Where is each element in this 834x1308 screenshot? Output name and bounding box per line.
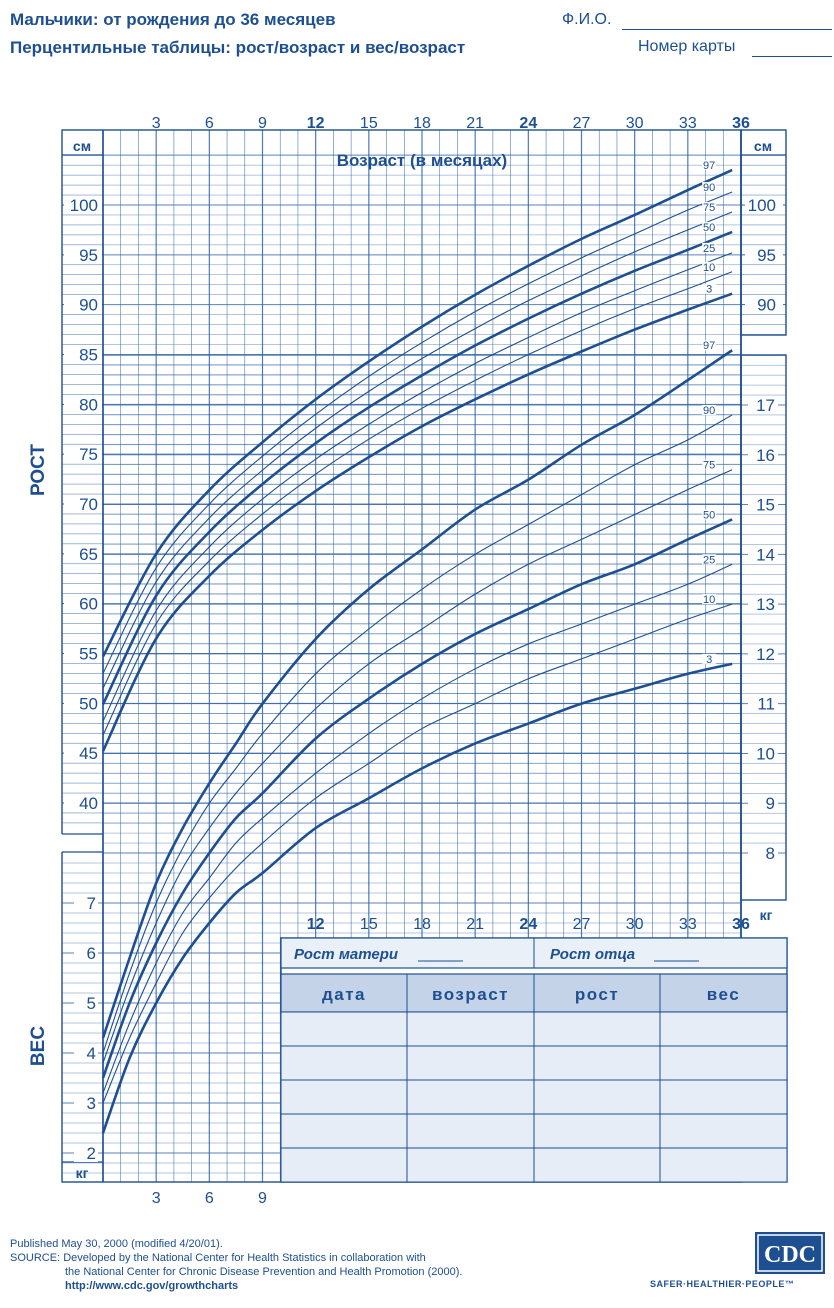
height-percentile-label: 97 <box>703 160 716 173</box>
weight-tick-left: 6 <box>86 944 96 963</box>
height-tick-left: 40 <box>79 794 98 813</box>
height-tick-left: 75 <box>79 445 98 465</box>
weight-tick-right: 10 <box>756 744 775 764</box>
x-tick-label-top: 3 <box>151 115 161 132</box>
weight-curve-p97 <box>103 350 732 1038</box>
table-header-3: вес <box>706 985 741 1004</box>
x-tick-label-mid: 24 <box>519 916 538 933</box>
height-tick-left: 100 <box>69 196 98 215</box>
height-tick-left: 85 <box>79 345 98 365</box>
table-header-1: возраст <box>432 985 509 1004</box>
x-tick-label-bottom: 6 <box>204 1190 214 1207</box>
x-tick-label-top: 27 <box>572 115 591 132</box>
weight-unit-left: кг <box>75 1165 89 1181</box>
height-tick-left: 80 <box>79 395 98 415</box>
height-unit-left: см <box>72 138 92 154</box>
weight-percentile-label: 50 <box>703 509 716 522</box>
card-number-label: Номер карты <box>638 38 736 55</box>
svg-text:CDC: CDC <box>764 1242 816 1268</box>
source-text: Developed by the National Center for Health Statistics in collaboration with <box>63 1252 426 1264</box>
source-text-2: the National Center for Chronic Disease Prevention and Health Promotion (2000). <box>65 1266 463 1278</box>
x-tick-label-top: 21 <box>466 115 485 132</box>
weight-tick-right: 12 <box>756 644 775 664</box>
table-header-0: дата <box>321 985 367 1004</box>
height-tick-left: 70 <box>79 495 98 514</box>
weight-tick-right: 17 <box>756 396 775 415</box>
height-tick-left: 95 <box>79 245 98 265</box>
x-tick-label-mid: 27 <box>572 916 591 933</box>
weight-tick-right: 16 <box>756 445 775 465</box>
published-note: Published May 30, 2000 (modified 4/20/01). <box>10 1238 223 1250</box>
x-tick-label-top: 6 <box>204 115 214 132</box>
height-percentile-label: 10 <box>703 261 716 274</box>
height-tick-left: 55 <box>79 644 98 664</box>
card-number-field[interactable] <box>752 56 832 57</box>
cdc-slogan: SAFER·HEALTHIER·PEOPLE™ <box>650 1279 795 1289</box>
father-height-label: Рост отца <box>550 946 636 963</box>
height-curve-p75 <box>103 212 732 688</box>
height-tick-right: 95 <box>757 245 776 265</box>
x-tick-label-top: 33 <box>678 115 697 132</box>
weight-percentile-label: 25 <box>703 554 716 567</box>
x-tick-label-mid: 15 <box>359 916 378 933</box>
weight-percentile-label: 90 <box>703 404 716 417</box>
weight-tick-right: 9 <box>765 794 775 814</box>
weight-tick-left: 4 <box>86 1044 96 1063</box>
height-percentile-label: 90 <box>703 182 716 195</box>
x-tick-label-mid: 30 <box>625 916 644 933</box>
x-tick-label-mid: 33 <box>678 916 697 933</box>
weight-tick-left: 3 <box>86 1094 96 1113</box>
x-tick-label-mid: 21 <box>466 916 485 933</box>
weight-tick-right: 13 <box>756 595 775 615</box>
height-curve-p3 <box>103 294 732 751</box>
weight-percentile-label: 10 <box>703 594 716 607</box>
mother-height-label: Рост матери <box>294 946 399 963</box>
weight-percentile-label: 3 <box>706 653 713 666</box>
record-table <box>281 938 787 1182</box>
weight-tick-right: 11 <box>757 694 775 714</box>
height-percentile-label: 3 <box>706 283 713 296</box>
height-tick-left: 60 <box>79 594 98 614</box>
weight-tick-left: 2 <box>86 1144 96 1163</box>
x-tick-label-top: 18 <box>413 115 431 132</box>
x-tick-label-top: 24 <box>519 115 538 132</box>
name-field[interactable] <box>622 29 832 30</box>
weight-percentile-label: 97 <box>703 340 716 353</box>
height-tick-right: 100 <box>747 196 776 215</box>
x-axis-title: Возраст (в месяцах) <box>336 151 508 170</box>
table-header-2: рост <box>574 985 620 1004</box>
height-tick-left: 50 <box>79 694 98 714</box>
chart-title-line1: Мальчики: от рождения до 36 месяцев <box>10 10 336 29</box>
weight-tick-right: 14 <box>756 545 775 565</box>
weight-tick-left: 5 <box>86 994 96 1013</box>
weight-tick-right: 8 <box>765 844 775 863</box>
footer <box>10 1237 462 1293</box>
x-tick-label-top: 12 <box>306 115 325 132</box>
height-percentile-label: 75 <box>703 201 716 214</box>
x-tick-label-mid: 36 <box>732 916 750 933</box>
chart-title-line2: Перцентильные таблицы: рост/возраст и вес/возраст <box>10 38 466 57</box>
height-tick-right: 90 <box>757 295 776 315</box>
x-tick-label-top: 36 <box>732 115 750 132</box>
height-axis-title: РОСТ <box>28 443 49 497</box>
x-tick-label-bottom: 3 <box>151 1190 161 1207</box>
height-curve-p90 <box>103 192 732 673</box>
height-unit-right: см <box>753 138 773 154</box>
height-curve-p25 <box>103 253 732 721</box>
name-field-label: Ф.И.О. <box>562 11 612 28</box>
height-tick-left: 45 <box>79 744 98 764</box>
cdc-logo-icon <box>755 1232 825 1274</box>
growthcharts-link[interactable]: http://www.cdc.gov/growthcharts <box>65 1280 239 1292</box>
height-tick-left: 90 <box>79 295 98 315</box>
x-tick-label-top: 9 <box>258 115 267 132</box>
weight-unit-right: кг <box>759 907 773 923</box>
x-tick-label-top: 15 <box>359 115 378 132</box>
weight-tick-right: 15 <box>756 495 775 515</box>
height-tick-left: 65 <box>79 544 98 564</box>
x-tick-label-bottom: 9 <box>258 1190 267 1207</box>
height-percentile-label: 25 <box>703 242 716 255</box>
weight-axis-title: ВЕС <box>28 1025 49 1067</box>
x-tick-label-top: 30 <box>625 115 644 132</box>
weight-percentile-label: 75 <box>703 459 716 472</box>
source-label: SOURCE: <box>10 1252 61 1264</box>
x-tick-label-mid: 18 <box>413 916 431 933</box>
weight-tick-left: 7 <box>86 894 96 913</box>
x-tick-label-mid: 12 <box>306 916 325 933</box>
height-percentile-label: 50 <box>703 221 716 234</box>
